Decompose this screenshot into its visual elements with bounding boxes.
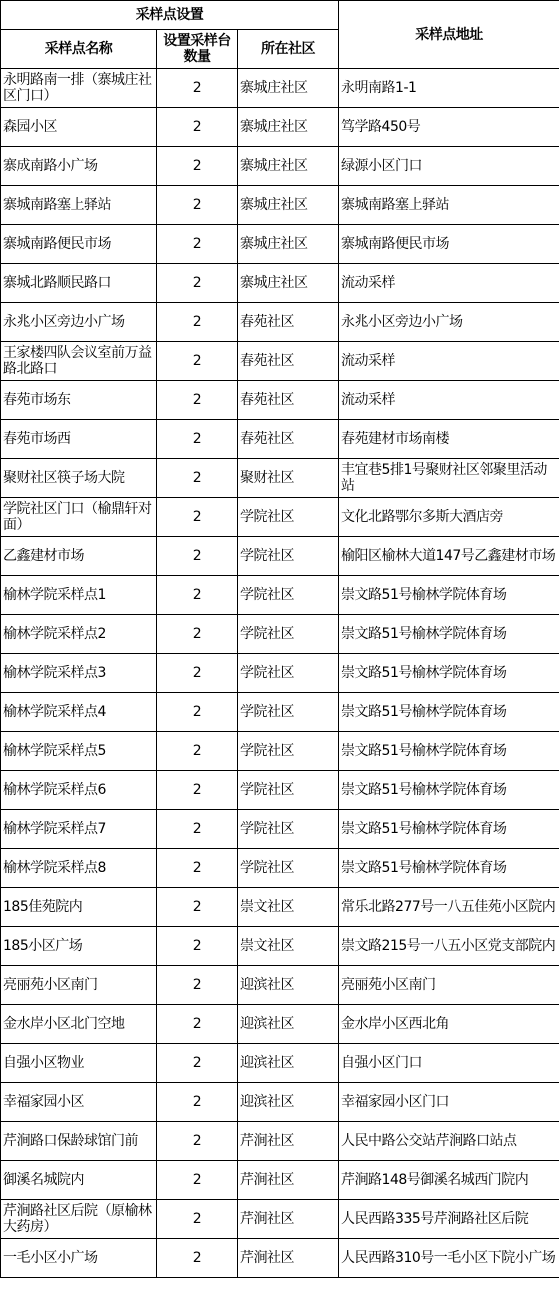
site-name-cell: 榆林学院采样点3: [1, 654, 157, 693]
station-count-cell: 2: [157, 576, 238, 615]
station-count-cell: 2: [157, 147, 238, 186]
site-name-cell: 185小区广场: [1, 927, 157, 966]
table-row: [1, 966, 559, 1005]
station-count-cell: 2: [157, 459, 238, 498]
site-name-cell: 榆林学院采样点1: [1, 576, 157, 615]
community-cell: 春苑社区: [238, 381, 339, 420]
site-name-cell: 榆林学院采样点7: [1, 810, 157, 849]
community-cell: 学院社区: [238, 615, 339, 654]
address-cell: 幸福家园小区门口: [339, 1083, 559, 1122]
site-name-cell: 寨城北路顺民路口: [1, 264, 157, 303]
site-name-cell: 榆林学院采样点8: [1, 849, 157, 888]
community-cell: 学院社区: [238, 693, 339, 732]
station-count-cell: 2: [157, 498, 238, 537]
address-cell: 榆阳区榆林大道147号乙鑫建材市场: [339, 537, 559, 576]
table-row: [1, 732, 559, 771]
address-cell: 崇文路215号一八五小区党支部院内: [339, 927, 559, 966]
site-name-cell: 学院社区门口（榆鼎轩对面）: [1, 498, 157, 537]
station-count-cell: 2: [157, 888, 238, 927]
community-cell: 学院社区: [238, 537, 339, 576]
site-name-cell: 寨城南路塞上驿站: [1, 186, 157, 225]
site-name-cell: 乙鑫建材市场: [1, 537, 157, 576]
site-name-cell: 芹涧路口保龄球馆门前: [1, 1122, 157, 1161]
address-cell: 人民西路335号芹涧路社区后院: [339, 1200, 559, 1239]
table-row: [1, 381, 559, 420]
table-row: [1, 108, 559, 147]
station-count-cell: 2: [157, 966, 238, 1005]
station-count-cell: 2: [157, 264, 238, 303]
table-row: [1, 1161, 559, 1200]
community-cell: 芹涧社区: [238, 1200, 339, 1239]
col-header-community: 所在社区: [238, 30, 339, 69]
table-body: [1, 69, 559, 1278]
community-cell: 春苑社区: [238, 303, 339, 342]
station-count-cell: 2: [157, 1200, 238, 1239]
table-row: [1, 225, 559, 264]
community-cell: 崇文社区: [238, 927, 339, 966]
site-name-cell: 寨城南路便民市场: [1, 225, 157, 264]
site-name-cell: 亮丽苑小区南门: [1, 966, 157, 1005]
table-row: [1, 1005, 559, 1044]
site-name-cell: 春苑市场东: [1, 381, 157, 420]
table-row: [1, 459, 559, 498]
table-row: [1, 1044, 559, 1083]
address-cell: 寨城南路便民市场: [339, 225, 559, 264]
site-name-cell: 御溪名城院内: [1, 1161, 157, 1200]
address-cell: 金水岸小区西北角: [339, 1005, 559, 1044]
table-row: [1, 498, 559, 537]
address-cell: 绿源小区门口: [339, 147, 559, 186]
table-row: [1, 810, 559, 849]
station-count-cell: 2: [157, 1044, 238, 1083]
community-cell: 芹涧社区: [238, 1161, 339, 1200]
site-name-cell: 185佳苑院内: [1, 888, 157, 927]
table-row: [1, 654, 559, 693]
table-row: [1, 147, 559, 186]
address-cell: 自强小区门口: [339, 1044, 559, 1083]
address-cell: 崇文路51号榆林学院体育场: [339, 693, 559, 732]
site-name-cell: 金水岸小区北门空地: [1, 1005, 157, 1044]
table-row: [1, 849, 559, 888]
community-cell: 迎滨社区: [238, 1005, 339, 1044]
address-cell: 崇文路51号榆林学院体育场: [339, 810, 559, 849]
station-count-cell: 2: [157, 1083, 238, 1122]
address-cell: 崇文路51号榆林学院体育场: [339, 732, 559, 771]
table-row: [1, 1239, 559, 1278]
address-cell: 人民中路公交站芹涧路口站点: [339, 1122, 559, 1161]
station-count-cell: 2: [157, 225, 238, 264]
station-count-cell: 2: [157, 1005, 238, 1044]
address-cell: 常乐北路277号一八五佳苑小区院内: [339, 888, 559, 927]
station-count-cell: 2: [157, 1239, 238, 1278]
station-count-cell: 2: [157, 420, 238, 459]
address-cell: 流动采样: [339, 381, 559, 420]
table-row: [1, 342, 559, 381]
station-count-cell: 2: [157, 69, 238, 108]
site-name-cell: 榆林学院采样点2: [1, 615, 157, 654]
community-cell: 迎滨社区: [238, 1083, 339, 1122]
community-cell: 迎滨社区: [238, 1044, 339, 1083]
station-count-cell: 2: [157, 771, 238, 810]
table-row: [1, 693, 559, 732]
group-header: 采样点设置: [1, 1, 339, 30]
station-count-cell: 2: [157, 810, 238, 849]
community-cell: 春苑社区: [238, 420, 339, 459]
community-cell: 学院社区: [238, 771, 339, 810]
community-cell: 学院社区: [238, 849, 339, 888]
address-cell: 人民西路310号一毛小区下院小广场: [339, 1239, 559, 1278]
address-cell: 文化北路鄂尔多斯大酒店旁: [339, 498, 559, 537]
community-cell: 学院社区: [238, 810, 339, 849]
address-cell: 崇文路51号榆林学院体育场: [339, 654, 559, 693]
community-cell: 迎滨社区: [238, 966, 339, 1005]
address-cell: 永明南路1-1: [339, 69, 559, 108]
station-count-cell: 2: [157, 849, 238, 888]
community-cell: 学院社区: [238, 654, 339, 693]
site-name-cell: 芹涧路社区后院（原榆林大药房）: [1, 1200, 157, 1239]
site-name-cell: 榆林学院采样点5: [1, 732, 157, 771]
community-cell: 寨城庄社区: [238, 264, 339, 303]
community-cell: 学院社区: [238, 732, 339, 771]
table-row: [1, 615, 559, 654]
address-cell: 崇文路51号榆林学院体育场: [339, 771, 559, 810]
table-row: [1, 576, 559, 615]
address-cell: 寨城南路塞上驿站: [339, 186, 559, 225]
address-cell: 流动采样: [339, 264, 559, 303]
community-cell: 春苑社区: [238, 342, 339, 381]
table-row: [1, 888, 559, 927]
address-cell: 永兆小区旁边小广场: [339, 303, 559, 342]
station-count-cell: 2: [157, 1122, 238, 1161]
site-name-cell: 永明路南一排（寨城庄社区门口）: [1, 69, 157, 108]
table-row: [1, 1200, 559, 1239]
address-cell: 崇文路51号榆林学院体育场: [339, 576, 559, 615]
site-name-cell: 永兆小区旁边小广场: [1, 303, 157, 342]
table-row: [1, 186, 559, 225]
col-header-count: 设置采样台数量: [157, 30, 238, 69]
station-count-cell: 2: [157, 693, 238, 732]
station-count-cell: 2: [157, 381, 238, 420]
table-row: [1, 420, 559, 459]
station-count-cell: 2: [157, 342, 238, 381]
col-header-name: 采样点名称: [1, 30, 157, 69]
community-cell: 寨城庄社区: [238, 69, 339, 108]
station-count-cell: 2: [157, 186, 238, 225]
table-row: [1, 927, 559, 966]
community-cell: 学院社区: [238, 498, 339, 537]
site-name-cell: 森园小区: [1, 108, 157, 147]
community-cell: 学院社区: [238, 576, 339, 615]
community-cell: 芹涧社区: [238, 1122, 339, 1161]
site-name-cell: 寨成南路小广场: [1, 147, 157, 186]
station-count-cell: 2: [157, 732, 238, 771]
address-cell: 春苑建材市场南楼: [339, 420, 559, 459]
station-count-cell: 2: [157, 654, 238, 693]
station-count-cell: 2: [157, 927, 238, 966]
station-count-cell: 2: [157, 108, 238, 147]
site-name-cell: 王家楼四队会议室前万益路北路口: [1, 342, 157, 381]
station-count-cell: 2: [157, 615, 238, 654]
station-count-cell: 2: [157, 1161, 238, 1200]
site-name-cell: 幸福家园小区: [1, 1083, 157, 1122]
station-count-cell: 2: [157, 303, 238, 342]
site-name-cell: 榆林学院采样点4: [1, 693, 157, 732]
table-row: [1, 537, 559, 576]
site-name-cell: 聚财社区筷子场大院: [1, 459, 157, 498]
site-name-cell: 自强小区物业: [1, 1044, 157, 1083]
site-name-cell: 春苑市场西: [1, 420, 157, 459]
table-row: [1, 1122, 559, 1161]
address-cell: 丰宜巷5排1号聚财社区邻聚里活动站: [339, 459, 559, 498]
table-row: [1, 69, 559, 108]
address-cell: 流动采样: [339, 342, 559, 381]
site-name-cell: 榆林学院采样点6: [1, 771, 157, 810]
community-cell: 寨城庄社区: [238, 225, 339, 264]
table-row: [1, 303, 559, 342]
station-count-cell: 2: [157, 537, 238, 576]
address-cell: 笃学路450号: [339, 108, 559, 147]
community-cell: 崇文社区: [238, 888, 339, 927]
table-row: [1, 1083, 559, 1122]
table-row: [1, 771, 559, 810]
community-cell: 芹涧社区: [238, 1239, 339, 1278]
community-cell: 寨城庄社区: [238, 147, 339, 186]
community-cell: 聚财社区: [238, 459, 339, 498]
col-header-address: 采样点地址: [339, 1, 559, 69]
address-cell: 崇文路51号榆林学院体育场: [339, 615, 559, 654]
address-cell: 崇文路51号榆林学院体育场: [339, 849, 559, 888]
address-cell: 芹涧路148号御溪名城西门院内: [339, 1161, 559, 1200]
address-cell: 亮丽苑小区南门: [339, 966, 559, 1005]
site-name-cell: 一毛小区小广场: [1, 1239, 157, 1278]
community-cell: 寨城庄社区: [238, 186, 339, 225]
table-row: [1, 264, 559, 303]
community-cell: 寨城庄社区: [238, 108, 339, 147]
